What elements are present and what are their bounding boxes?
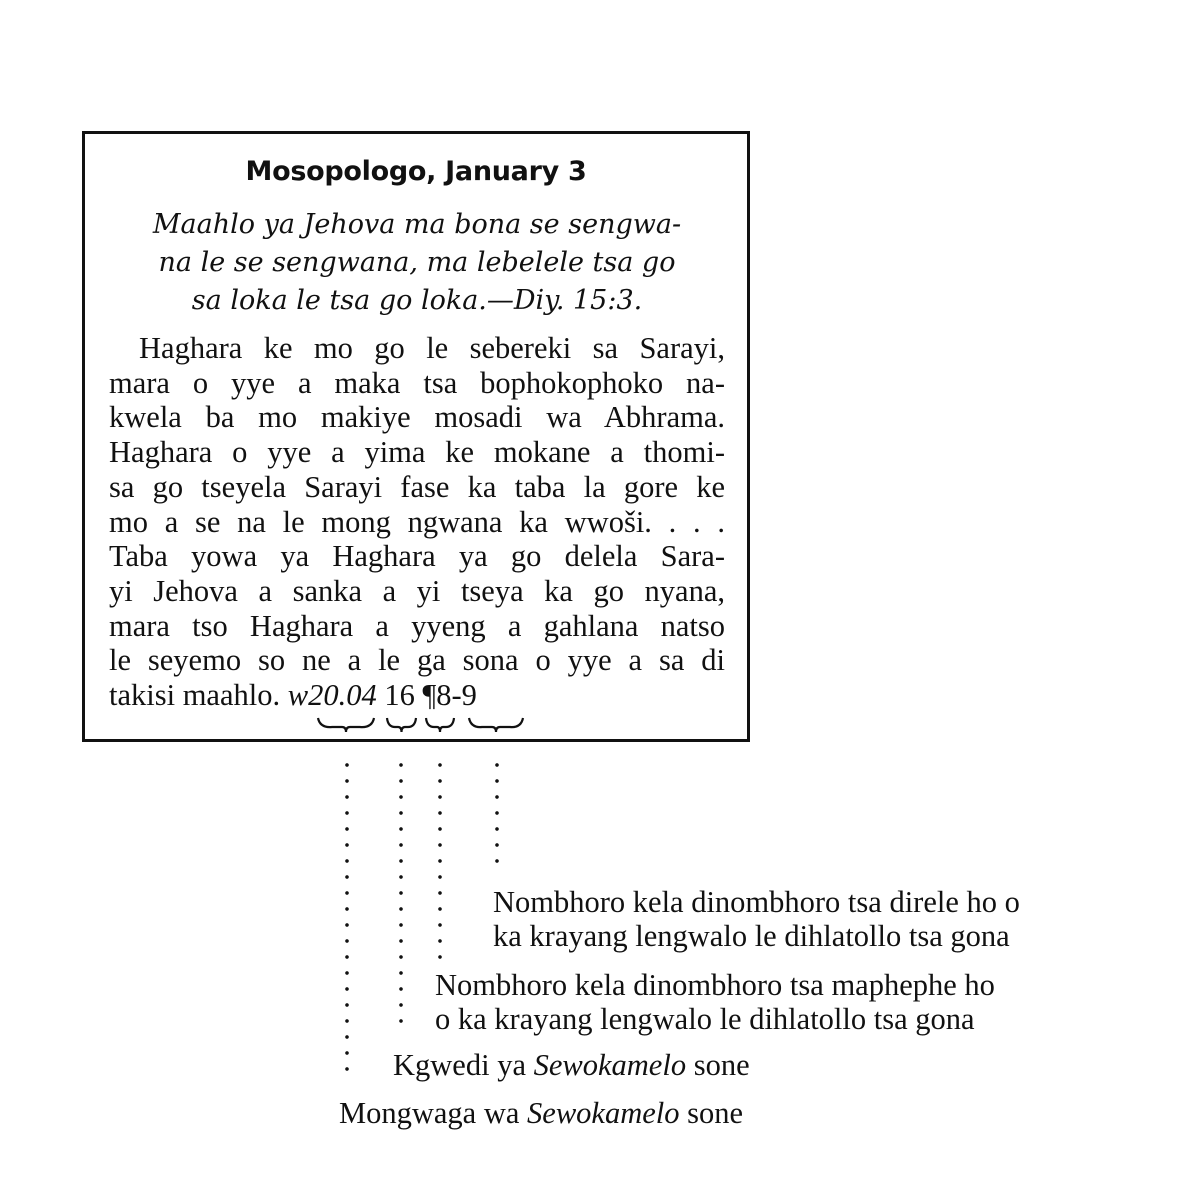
body-line: mara o yye a maka tsa bophokophoko na- <box>109 365 725 400</box>
body-line: sa go tseyela Sarayi fase ka taba la gore ke <box>109 469 725 504</box>
verse-line: sa loka le tsa go loka.—Diy. 15:3. <box>191 285 643 316</box>
legend-paragraphs <box>493 885 1020 953</box>
body-line: Taba yowa ya Haghara ya go delela Sara- <box>109 539 725 574</box>
brace-paragraphs <box>467 714 525 736</box>
theme-scripture <box>109 206 725 320</box>
verse-line: Maahlo ya Jehova ma bona se sengwa- <box>152 209 682 240</box>
body-line: Haghara o yye a yima ke mokane a thomi- <box>109 435 725 470</box>
brace-publication-year <box>316 714 376 736</box>
brace-publication-month <box>385 714 418 736</box>
body-line-with-reference <box>109 678 725 713</box>
legend-month-suffix: sone <box>686 1048 750 1082</box>
brace-page <box>424 714 456 736</box>
body-last-text: takisi maahlo. <box>109 678 288 713</box>
body-line: Haghara ke mo go le sebereki sa Sarayi, <box>139 331 725 365</box>
leader-dots-year <box>345 757 349 1080</box>
legend-page <box>435 968 995 1036</box>
legend-page-line: o ka krayang lengwalo le dihlatollo tsa gona <box>435 1002 975 1036</box>
reference-publication: w20.04 <box>287 678 377 713</box>
leader-dots-month <box>399 757 403 1032</box>
reference-paragraphs: ¶8-9 <box>422 678 477 713</box>
leader-dots-page <box>438 757 442 968</box>
commentary-paragraph <box>109 331 725 713</box>
body-line: mara tso Haghara a yyeng a gahlana natso <box>109 608 725 643</box>
legend-year-publication: Sewokamelo <box>527 1096 680 1130</box>
body-line: kwela ba mo makiye mosadi wa Abhrama. <box>109 400 725 435</box>
legend-year-suffix: sone <box>679 1096 744 1130</box>
legend-month-prefix: Kgwedi ya <box>393 1048 534 1082</box>
legend-paragraphs-line: ka krayang lengwalo le dihlatollo tsa gona <box>493 919 1010 953</box>
legend-paragraphs-line: Nombhoro kela dinombhoro tsa direle ho o <box>493 885 1020 919</box>
legend-page-line: Nombhoro kela dinombhoro tsa maphephe ho <box>435 968 995 1002</box>
leader-dots-paragraphs <box>495 757 499 870</box>
body-line: le seyemo so ne a le ga sona o yye a sa di <box>109 643 725 678</box>
verse-line: na le se sengwana, ma lebelele tsa go <box>158 247 676 278</box>
legend-month <box>393 1048 750 1082</box>
legend-month-publication: Sewokamelo <box>533 1048 687 1082</box>
body-line: yi Jehova a sanka a yi tseya ka go nyana, <box>109 573 725 608</box>
legend-year <box>339 1096 743 1130</box>
daily-text-card <box>82 131 750 742</box>
body-line: mo a se na le mong ngwana ka wwoši. . . . <box>109 504 725 539</box>
date-heading: Mosopologo, January 3 <box>245 156 587 187</box>
reference-page: 16 <box>384 678 415 713</box>
legend-year-prefix: Mongwaga wa <box>339 1096 528 1130</box>
